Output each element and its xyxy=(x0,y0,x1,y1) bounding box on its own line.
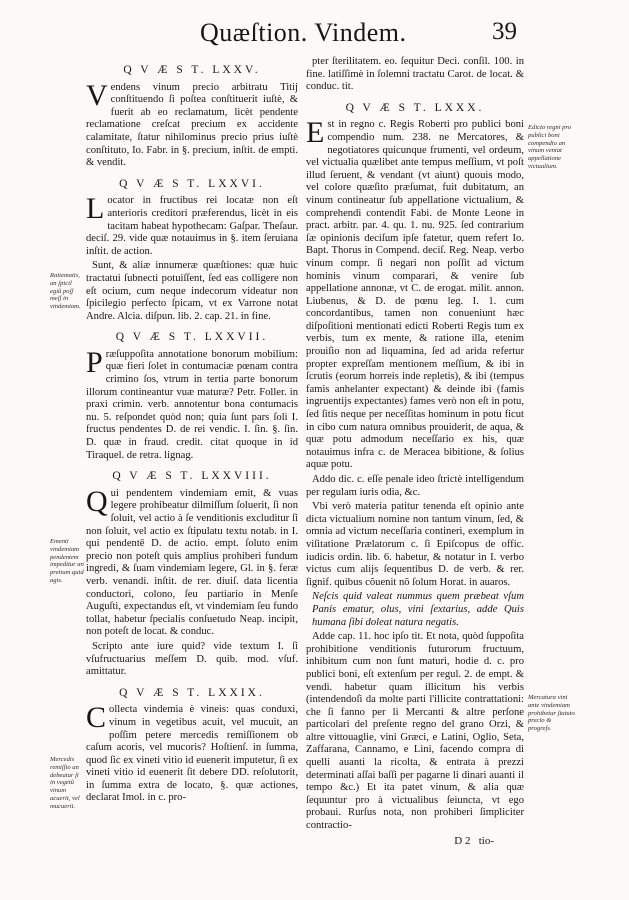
body-paragraph: pter ſterilitatem. eo. ſequitur Deci. conſil. 100. in fine. latiſſimè in ſolemni tractatu Carot. de locat. & conduc. tit. xyxy=(306,56,524,93)
question-paragraph: Est in regno c. Regis Roberti pro publici boni compendio num. 238. ne Mercatores, & negotiatores quicunque frumenti, vel ordeum, vel victualia quælibet ante tempus meſſium, vt poſt illud ſeruent, & vendant (vt aiunt) quouis modo, vel colore quæſito præſumat, fuit dubitatum, an vinum contineatur ſub appellatione victualium, & comprehendi contendit Fabi. de Monte Leone in pract. arbitr. par. 4. qu. 1. nu. 925. ſed contrarium ſæ opinionis deciſum ipſe fatetur, quem refert Io. Bapt. Thorus in Compend. deciſ. Reg. Neap. verbo vinum compr. ſi negari non poſſit ad victum hominis vinum comparari, & venire ſub appellatione annonæ, vt C. de erogat. milit. annon. Liubenus, & D. de pœnu leg. I. 1. cum concordantibus, tamen non conueniunt hæc diſpoſitioni mentionati edicti Roberti Regis tum ex verbis, tum ex mente, & ratione illa, etenim prouiſio non ad liquamina, ſed ad arida refertur propter expreſſam mentionem meſſium, & ibi in ſcrutis (eorum horreis inde repletis), & ibi (tempus famis anhelanter expectant) & deinde ibi (famis ingruentijs expectantes) fames verò non eſt in potu, ſed ſitis neque per neceſſitas hominum in potu ficut in cibo cum natura omnibus prouiderit, de aqua, & quæ potu admodum neceſſario ex his, quæ notauimus infra c. de Meracea bibitione, & ſolius aquæ potu. xyxy=(306,116,524,471)
running-head-title: Quæſtion. Vindem. xyxy=(200,18,407,47)
question-paragraph: Qui pendentem vindemiam emit, & vuas legere prohibeatur dilmiſſum ſoluerit, ſi non ſoluit, vel actio à ſe venditionis excluditur ſi non ſoluit, vel actio ex ſtipulatu textu notab. in I. qui pendentē D. de actio. empt. ſoluto enim precio non poteſt quis amplius prohiberi fundum ingredi, & ſuam vindemiam legere, Gl. in §. feræ verb. venandi. inſtit. de rer. diuiſ. data licentia conductori, colono, ſeu partiario in Menſe Auguſti, expectandus eſt, vt vindemiam ſeu fundo tollat, habetur ſpecialis conſuetudo Neap. incipit, non poteſt de locat. & conduc. xyxy=(86,484,298,638)
margin-note-left-1: Ratiematis, an ſpicil egiũ poſſ meſſ in vindemiam. xyxy=(50,272,81,311)
question-heading: Q V Æ S T. LXXV. xyxy=(123,64,261,76)
verse-quotation: Neſcis quid valeat nummus quem præbeat vſum Panis ematur, olus, vini ſextarius, adde Quis humana ſibi doleat natura negatis. xyxy=(312,591,524,628)
catchword: tio- xyxy=(478,834,494,847)
margin-note-left-2: Ementi vindemiam pendentem impeditur an pretium quid agis. xyxy=(50,538,84,584)
body-paragraph: Addo dic. c. eſſe penale ideo ſtrictè intelligendum per regulam iuris odia, &c. xyxy=(306,474,524,498)
question-heading: Q V Æ S T. LXXVI. xyxy=(119,177,265,190)
question-paragraph: Vendens vinum precio arbitratu Titij conſtituendo ſi poſtea conſtituerit iuſtè, & fuerit ab eo reclamatum, licèt pendente reclamatione creſcat precium ex accidente calamitate, ſtatur nihilominus precio prius iuſtè conſtituto, Io. Fabr. in §. precium, inſtit. de empti. & vendit. xyxy=(86,78,298,169)
margin-note-right-2: Mercatura vini ante vindemiam prohibetur ſtatuto precio & progreſs. xyxy=(528,694,575,733)
signature-text: D 2 xyxy=(454,834,471,847)
running-head xyxy=(0,18,629,54)
page-number: 39 xyxy=(492,18,517,45)
body-paragraph: Adde cap. 11. hoc ipſo tit. Et nota, quòd ſuppoſita prohibitione venditionis futurorum fructuum, inhibitum cum non ſunt maturi, hodie d. c. pro publici boni, eſt extenſum per regul. 2. de empt. & vendi. habetur quam illicitum his verbis (intendendoſi da molte parti l'illicite contrattationi: che ſi fanno per li Mercanti & altre perſone particolari del preſente regno del grano Orzi, & altre vittouaglie, vini Græci, e Latini, Oglio, Seta, Zaffarana, Cannamo, e Lini, facendo compra di quelli auanti la ricolta, & entrata à prezzi determinati aſſai baſſi per pagarne li dinari auanti il tempo &c.) Et ita patet vinum, & alia quæ ſequuntur pro à victualibus ſeiuncta, vt ego probaui. Rurſus nota, non prohiberi ſimpliciter contractio- xyxy=(306,631,524,832)
question-paragraph: Præſuppoſita annotatione bonorum mobilium: quæ fieri ſolet in contumaciæ pœnam contra crimino ſos, vtrum in tertia parte bonorum illorum contineantur vuæ maturæ? Petr. Foller. in praxi crimin. verb. annotentur bona contumacis nu. 5. reſpondet quòd non; quia ſunt pars ſoli I. fructus pendentes D. de rei vendic. I. ſin. §. ſin. D. quæ in fraud. credit. citat quoque in id Tiraquel. de retra. lignag. xyxy=(86,345,298,461)
question-heading: Q V Æ S T. LXXVIII. xyxy=(112,470,272,483)
question-heading: Q V Æ S T. LXXX. xyxy=(345,101,485,114)
body-paragraph: Scripto ante iure quid? vide textum I. ſi vſufructuarius meſſem D. quib. mod. vſuf. amittatur. xyxy=(86,640,298,678)
body-paragraph: Sunt, & aliæ innumeræ quæſtiones: quæ huic tractatui ſubnecti potuiſſent, ſed eas colligere non eſt ocium, cum neque indecorum videatur non ſpicilegio perfecto ſpicam, vt ex Varrone notat Andre. Alcia. diſpun. lib. 2. cap. 21. in fine. xyxy=(86,260,298,322)
margin-note-right-1: Edicto regni pro publici boni compendio an vinum veniat appellatione victualium. xyxy=(528,124,572,170)
question-paragraph: Collecta vindemia è vineis: quas conduxi, vinum in vegetibus acuit, vel mucuit, an poſſim petere mercedis remiſſionem ob caſum acoris, vel mucoris? Hoſtienſ. in ſumma, quod ſic ex vineti vitio id euenerit imputetur, ſi ex vineti vitio id euenerit ſit debere DD. reſolutorit, in ſumma extra de locato, §. quæ actiones, declarat Imol. in c. pro- xyxy=(86,701,298,804)
margin-note-left-3: Mercedis remiſſio an debeatur ſi in vegetũ vinum acuerit, vel mucuerit. xyxy=(50,756,80,810)
right-column xyxy=(306,56,524,847)
left-column xyxy=(86,56,298,807)
signature-mark xyxy=(306,835,524,848)
question-paragraph: Locator in fructibus rei locatæ non eſt anterioris creditori præferendus, licèt in eis tacitam habeat hypothecam: Gaſpar. Theſaur. deciſ. 29. vide quæ notauimus in §. item ſeruiana inſtit. de action. xyxy=(86,192,298,257)
body-paragraph: Vbi verò materia patitur tenenda eſt opinio ante dicta victualium nomine non tantum vinum, ſed, & omnia ad victum neceſſaria contineri, exemplum in viſitatione Prælatorum c. ſi Epiſcopus de offic. iudicis ordin. lib. 6. habetur, & notatur in I. verbo victus cum alijs ſequentibus D. de verb. & rer. ſignif. quibus cõuenit nõ ſolum Horat. in auaros. xyxy=(306,501,524,588)
question-heading: Q V Æ S T. LXXIX. xyxy=(119,686,265,699)
question-heading: Q V Æ S T. LXXVII. xyxy=(115,331,269,344)
